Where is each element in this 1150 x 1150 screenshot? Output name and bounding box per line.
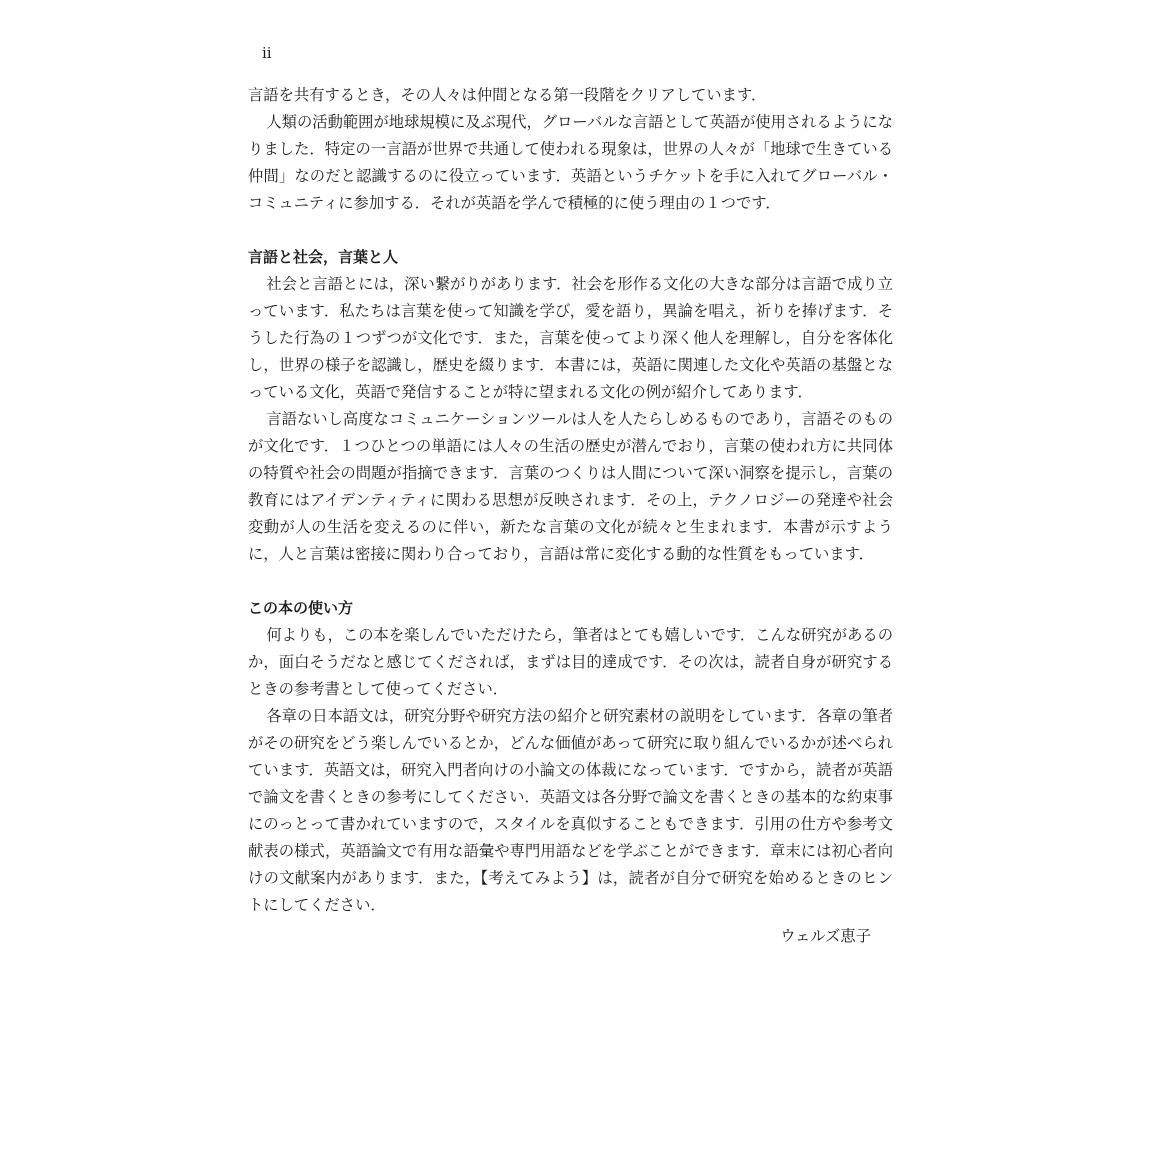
section-heading-language-society: 言語と社会，言葉と人 <box>248 248 399 266</box>
section2-paragraph: 各章の日本語文は，研究分野や研究方法の紹介と研究素材の説明をしています．各章の筆者がその研究をどう楽しんでいるとか，どんな価値があって研究に取り組んでいるかが述べられています．英語文は，研究入門者向けの小論文の体裁になっています．ですから，読者が英語で論文を書くときの参考にしてください．英語文は各分野で論文を書くときの基本的な約束事にのっとって書かれていますので，スタイルを真似することもできます．引用の仕方や参考文献表の様式，英語論文で有用な語彙や専門用語などを学ぶことができます．章末には初心者向けの文献案内があります．また，【考えてみよう】は，読者が自分で研究を始めるときのヒントにしてください． <box>248 707 893 914</box>
document-body <box>248 82 893 950</box>
section1-paragraph: 社会と言語とには，深い繋がりがあります．社会を形作る文化の大きな部分は言語で成り立っています．私たちは言葉を使って知識を学び，愛を語り，異論を唱え，祈りを捧げます．そうした行為の１つずつが文化です．また，言葉を使ってより深く他人を理解し，自分を客体化し，世界の様子を認識し，歴史を綴ります．本書には，英語に関連した文化や英語の基盤となっている文化，英語で発信することが特に望まれる文化の例が紹介してあります． <box>248 275 893 401</box>
page-number: ii <box>262 44 272 62</box>
author-signature: ウェルズ恵子 <box>780 927 871 945</box>
section1-paragraph: 言語ないし高度なコミュニケーションツールは人を人たらしめるものであり，言語そのものが文化です．１つひとつの単語には人々の生活の歴史が潜んでおり，言葉の使われ方に共同体の特質や社会の問題が指摘できます．言葉のつくりは人間について深い洞察を提示し，言葉の教育にはアイデンティティに関わる思想が反映されます．その上，テクノロジーの発達や社会変動が人の生活を変えるのに伴い，新たな言葉の文化が続々と生まれます．本書が示すように，人と言葉は密接に関わり合っており，言語は常に変化する動的な性質をもっています． <box>248 410 893 563</box>
section2-paragraph: 何よりも，この本を楽しんでいただけたら，筆者はとても嬉しいです．こんな研究があるのか，面白そうだなと感じてくだされば，まずは目的達成です．その次は，読者自身が研究するときの参考書として使ってください． <box>248 626 893 698</box>
section-heading-how-to-use: この本の使い方 <box>248 599 354 617</box>
intro-continuation: 言語を共有するとき，その人々は仲間となる第一段階をクリアしています． <box>248 86 767 104</box>
intro-paragraph: 人類の活動範囲が地球規模に及ぶ現代，グローバルな言語として英語が使用されるようになりました．特定の一言語が世界で共通して使われる現象は，世界の人々が「地球で生きている仲間」なのだと認識するのに役立っています．英語というチケットを手に入れてグローバル・コミュニティに参加する．それが英語を学んで積極的に使う理由の１つです． <box>248 113 893 212</box>
